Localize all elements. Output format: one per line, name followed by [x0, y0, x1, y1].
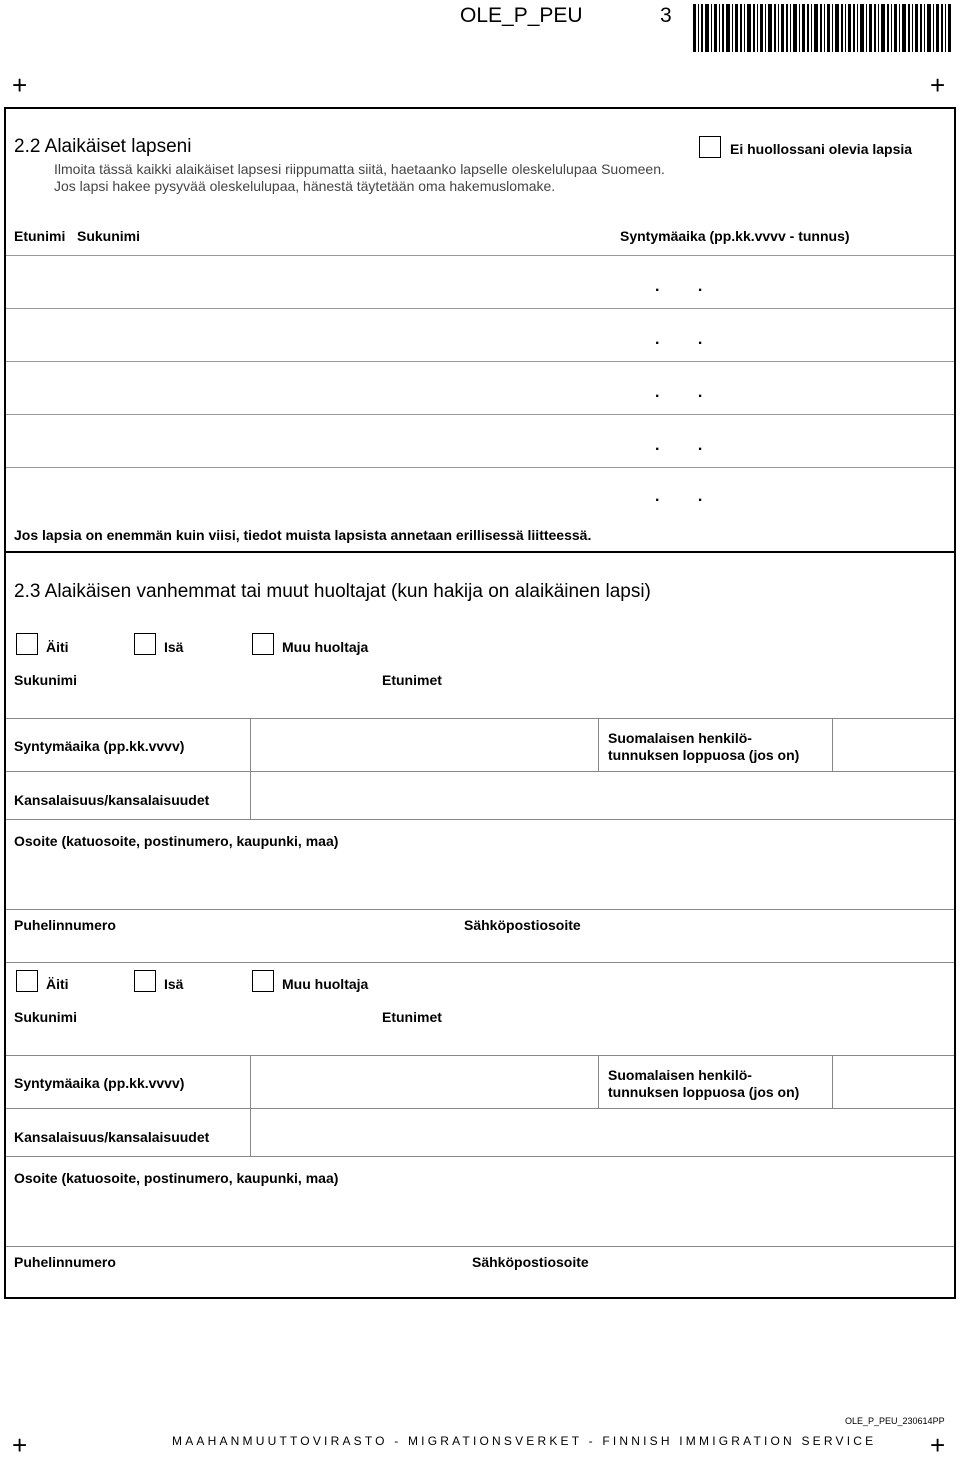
page-number: 3 [660, 4, 672, 27]
pin-label: tunnuksen loppuosa (jos on) [608, 747, 800, 763]
surname-label: Sukunimi [14, 672, 78, 688]
phone-label: Puhelinnumero [14, 917, 116, 933]
section-divider [6, 551, 954, 553]
column-divider [598, 719, 599, 771]
child-row[interactable] [6, 468, 954, 520]
child-name-header: Etunimi Sukunimi [14, 228, 141, 244]
child-birthdate-header: Syntymäaika (pp.kk.vvvv - tunnus) [620, 228, 850, 244]
agency-footer: MAAHANMUUTTOVIRASTO - MIGRATIONSVERKET - FINNISH IMMIGRATION SERVICE [172, 1434, 877, 1448]
registration-mark: + [12, 1430, 28, 1460]
mother-checkbox[interactable] [16, 970, 38, 992]
birthdate-field[interactable] [251, 719, 597, 771]
address-label: Osoite (katuosoite, postinumero, kaupunki, maa) [14, 833, 339, 849]
address-field[interactable] [6, 1157, 954, 1246]
child-row[interactable] [6, 415, 954, 467]
surname-field[interactable] [6, 670, 366, 718]
father-checkbox[interactable] [134, 970, 156, 992]
email-field[interactable] [456, 910, 954, 962]
phone-field[interactable] [6, 1247, 464, 1297]
citizenship-field[interactable] [251, 1109, 954, 1156]
email-label: Sähköpostiosoite [464, 917, 581, 933]
column-divider [598, 1056, 599, 1108]
section-2-3-title: 2.3 Alaikäisen vanhemmat tai muut huoltajat (kun hakija on alaikäinen lapsi) [14, 581, 651, 602]
citizenship-label: Kansalaisuus/kansalaisuudet [14, 792, 210, 808]
first-names-field[interactable] [376, 1007, 954, 1055]
pin-label: Suomalaisen henkilö- [608, 1067, 752, 1083]
row-divider [6, 962, 954, 963]
other-guardian-label: Muu huoltaja [282, 639, 369, 655]
section-2-2-intro: Ilmoita tässä kaikki alaikäiset lapsesi riippumatta siitä, haetaanko lapselle oleskelulupaa Suomeen. [54, 161, 665, 177]
first-names-label: Etunimet [382, 672, 442, 688]
other-guardian-checkbox[interactable] [252, 633, 274, 655]
birthdate-field[interactable] [251, 1056, 597, 1108]
version-code: OLE_P_PEU_230614PP [845, 1416, 945, 1426]
address-field[interactable] [6, 820, 954, 909]
section-2-2-intro: Jos lapsi hakee pysyvää oleskelulupaa, hänestä täytetään oma hakemuslomake. [54, 178, 556, 194]
section-2-2-title: 2.2 Alaikäiset lapseni [14, 136, 192, 157]
birthdate-label: Syntymäaika (pp.kk.vvvv) [14, 738, 185, 754]
mother-label: Äiti [46, 639, 69, 655]
first-names-field[interactable] [376, 670, 954, 718]
birthdate-label: Syntymäaika (pp.kk.vvvv) [14, 1075, 185, 1091]
no-children-label: Ei huollossani olevia lapsia [730, 141, 913, 157]
registration-mark: + [930, 70, 946, 100]
other-guardian-checkbox[interactable] [252, 970, 274, 992]
surname-label: Sukunimi [14, 1009, 78, 1025]
father-label: Isä [164, 639, 184, 655]
phone-label: Puhelinnumero [14, 1254, 116, 1270]
registration-mark: + [930, 1430, 946, 1460]
citizenship-field[interactable] [251, 772, 954, 819]
birthdate-separators: . . [655, 331, 703, 348]
child-row[interactable] [6, 309, 954, 361]
birthdate-separators: . . [655, 488, 703, 505]
pin-field[interactable] [833, 1056, 954, 1108]
father-label: Isä [164, 976, 184, 992]
child-row[interactable] [6, 362, 954, 414]
birthdate-separators: . . [655, 437, 703, 454]
pin-field[interactable] [833, 719, 954, 771]
child-row[interactable] [6, 256, 954, 308]
first-names-label: Etunimet [382, 1009, 442, 1025]
email-field[interactable] [464, 1247, 954, 1297]
mother-label: Äiti [46, 976, 69, 992]
form-code: OLE_P_PEU [460, 4, 583, 27]
email-label: Sähköpostiosoite [472, 1254, 589, 1270]
no-children-checkbox[interactable] [699, 136, 721, 158]
surname-field[interactable] [6, 1007, 366, 1055]
father-checkbox[interactable] [134, 633, 156, 655]
more-children-note: Jos lapsia on enemmän kuin viisi, tiedot muista lapsista annetaan erillisessä liitteessä. [14, 527, 592, 543]
other-guardian-label: Muu huoltaja [282, 976, 369, 992]
citizenship-label: Kansalaisuus/kansalaisuudet [14, 1129, 210, 1145]
registration-mark: + [12, 70, 28, 100]
pin-label: Suomalaisen henkilö- [608, 730, 752, 746]
phone-field[interactable] [6, 910, 456, 962]
pin-label: tunnuksen loppuosa (jos on) [608, 1084, 800, 1100]
barcode-image [693, 4, 951, 52]
birthdate-separators: . . [655, 384, 703, 401]
birthdate-separators: . . [655, 278, 703, 295]
mother-checkbox[interactable] [16, 633, 38, 655]
address-label: Osoite (katuosoite, postinumero, kaupunki, maa) [14, 1170, 339, 1186]
